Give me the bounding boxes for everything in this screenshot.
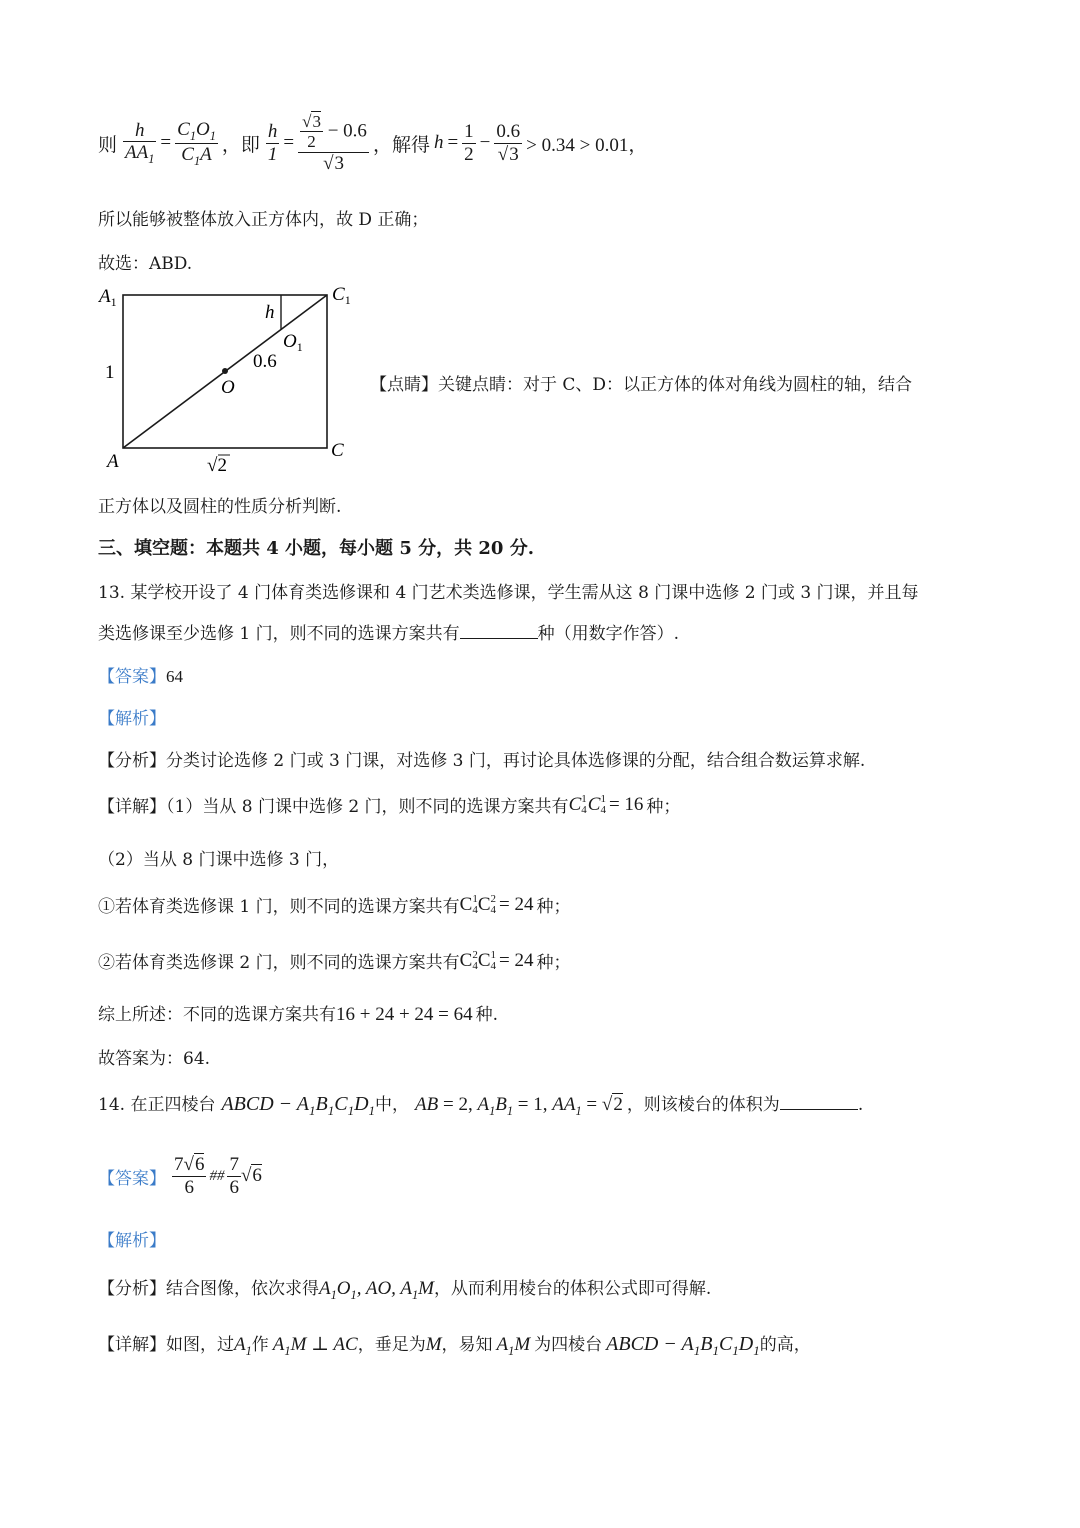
label-A: A — [107, 451, 119, 472]
q13-summary: 综上所述：不同的选课方案共有16 + 24 + 24 = 64 种. — [98, 1004, 499, 1025]
formula-line: 则 $\frac{h}{AA_1}$ = $\frac{C_1O_1}{C_1A}$ ，即 $\frac{h}{1}$ = $\frac{√3}{2}$ − 0.6 √3 ，解得 h = $\frac{1}{2}$ − $\frac{0.6}{√3}$ > 0.34 > 0.01， — [98, 111, 648, 174]
q13-fenxi: 【分析】分类讨论选修 2 门或 3 门课，对选修 3 门，再讨论具体选修课的分配，结合组合数运算求解. — [98, 751, 866, 771]
line-d-correct: 所以能够被整体放入正方体内，故 D 正确； — [98, 210, 429, 230]
dianjing-cont: 正方体以及圆柱的性质分析判断. — [98, 497, 342, 517]
q13-line1: 13. 某学校开设了 4 门体育类选修课和 4 门艺术类选修课，学生需从这 8 门课中选修 2 门或 3 门课，并且每 — [98, 583, 919, 603]
fraction-h-over-1: $\frac{h}{1}$ — [267, 120, 278, 165]
label-O1: $O_1$ — [283, 331, 303, 354]
line-select: 故选：ABD. — [98, 254, 193, 274]
text-jiede: ，解得 — [372, 133, 430, 156]
q14-jiexi-tag: 【解析】 — [98, 1231, 166, 1251]
center-point-O — [222, 368, 228, 374]
q14-line: 14. 在正四棱台 ABCD − $A_1B_1C_1D_1$ 中， AB = 2, $A_1B_1$ = 1, $AA_1$ = √2 ，则该棱台的体积为 . — [98, 1093, 864, 1118]
label-sqrt2: √2 — [207, 455, 227, 476]
label-C1: $C_1$ — [332, 284, 351, 307]
fraction-06-over-sqrt3: $\frac{0.6}{√3}$ — [496, 120, 521, 165]
label-C: C — [331, 440, 344, 461]
label-1: 1 — [105, 362, 115, 383]
section-3-heading: 三、填空题：本题共 4 小题，每小题 5 分，共 20 分. — [98, 538, 534, 559]
q14-detail: 【详解】如图，过$A_1$作 $A_1M$ ⊥ AC，垂足为M，易知 $A_1M$ 为四棱台 ABCD − $A_1B_1C_1D_1$的高， — [98, 1333, 811, 1358]
label-A1: $A_1$ — [99, 286, 117, 309]
cross-section-figure — [95, 280, 365, 480]
q14-answer: 【答案】 $\frac{7√6}{6}$ ## $\frac{7}{6}$ √6 — [98, 1153, 262, 1198]
q13-final: 故答案为：64. — [98, 1049, 211, 1069]
fraction-C1O1-over-C1A: $\frac{C_1O_1}{C_1A}$ — [177, 118, 216, 168]
q13-detail1: 【详解】（1）当从 8 门课中选修 2 门，则不同的选课方案共有 C 1 4 C 1 4 = 16 种； — [98, 792, 681, 817]
label-O: O — [221, 377, 235, 398]
label-h: h — [265, 302, 275, 323]
q13-answer: 【答案】64 — [98, 667, 183, 687]
text-ze: 则 — [98, 133, 118, 156]
q13-detail2: （2）当从 8 门课中选修 3 门， — [98, 850, 340, 870]
fraction-h-over-AA1: $\frac{h}{AA_1}$ — [125, 119, 155, 167]
label-06: 0.6 — [253, 351, 277, 372]
fraction-one-half: $\frac{1}{2}$ — [464, 120, 474, 165]
dianjing-text: 【点睛】关键点睛：对于 C、D：以正方体的体对角线为圆柱的轴，结合 — [370, 375, 913, 395]
answer-blank — [460, 622, 538, 639]
q13-jiexi-tag: 【解析】 — [98, 709, 166, 729]
q14-fenxi: 【分析】结合图像，依次求得$A_1O_1$, AO, $A_1M$，从而利用棱台的体积公式即可得解. — [98, 1278, 712, 1302]
q14-answer-blank — [780, 1093, 858, 1110]
text-ji: ，即 — [221, 133, 260, 156]
q13-case2: ②若体育类选修课 2 门，则不同的选课方案共有 C 2 4 C 1 4 = 24 种； — [98, 948, 571, 973]
fraction-big: $\frac{√3}{2}$ − 0.6 √3 — [298, 112, 369, 175]
q13-case1: ①若体育类选修课 1 门，则不同的选课方案共有 C 1 4 C 2 4 = 24 种； — [98, 892, 571, 917]
q13-line2: 类选修课至少选修 1 门，则不同的选课方案共有 种（用数字作答）. — [98, 624, 680, 644]
